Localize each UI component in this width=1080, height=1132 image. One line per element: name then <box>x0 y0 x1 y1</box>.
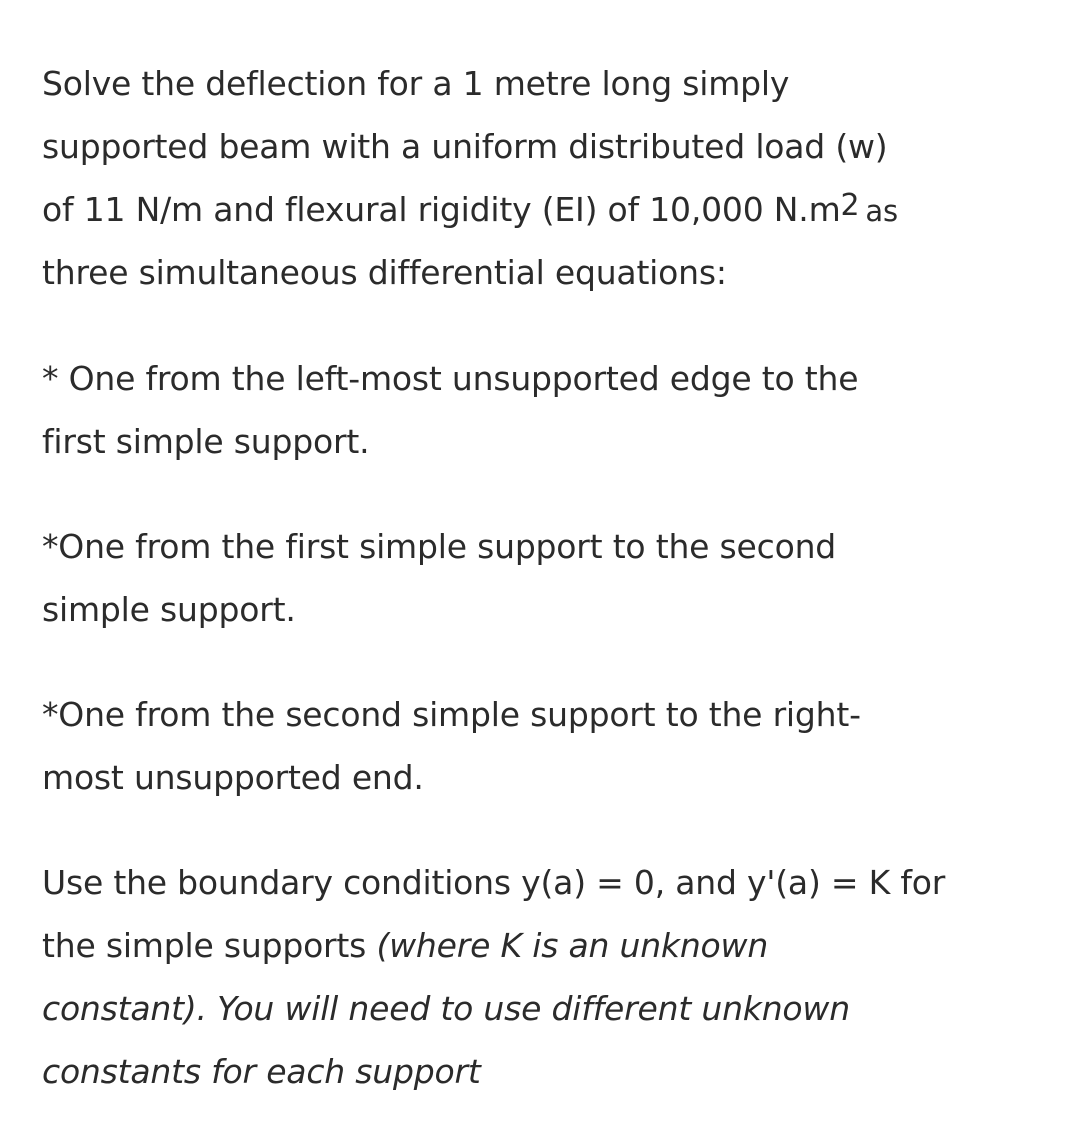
bullet-1-line-2: first simple support. <box>42 422 370 461</box>
bullet-2-line-1: *One from the first simple support to the second <box>42 527 837 566</box>
conditions-line-4: constants for each support <box>42 1052 481 1091</box>
superscript-2: 2 <box>840 188 860 223</box>
bullet-3-line-1: *One from the second simple support to the right- <box>42 695 861 734</box>
bullet-3-line-2: most unsupported end. <box>42 758 424 797</box>
intro-line-3-text: of 11 N/m and flexural rigidity (EI) of 10,000 N.m <box>42 190 841 229</box>
intro-line-3 <box>42 190 898 231</box>
bullet-2-line-2: simple support. <box>42 590 296 629</box>
intro-line-3-end: as <box>865 194 898 228</box>
intro-line-2: supported beam with a uniform distributed load (w) <box>42 127 888 166</box>
conditions-line-2 <box>42 926 768 966</box>
conditions-line-2-italic: (where K is an unknown <box>376 926 769 965</box>
conditions-line-3: constant). You will need to use different unknown <box>42 989 850 1028</box>
conditions-line-1: Use the boundary conditions y(a) = 0, and y'(a) = K for <box>42 863 946 902</box>
intro-line-4: three simultaneous differential equations: <box>42 253 727 292</box>
bullet-1-line-1: * One from the left-most unsupported edge to the <box>42 359 859 398</box>
intro-line-1: Solve the deflection for a 1 metre long simply <box>42 64 790 103</box>
conditions-line-2-text: the simple supports <box>42 926 377 965</box>
